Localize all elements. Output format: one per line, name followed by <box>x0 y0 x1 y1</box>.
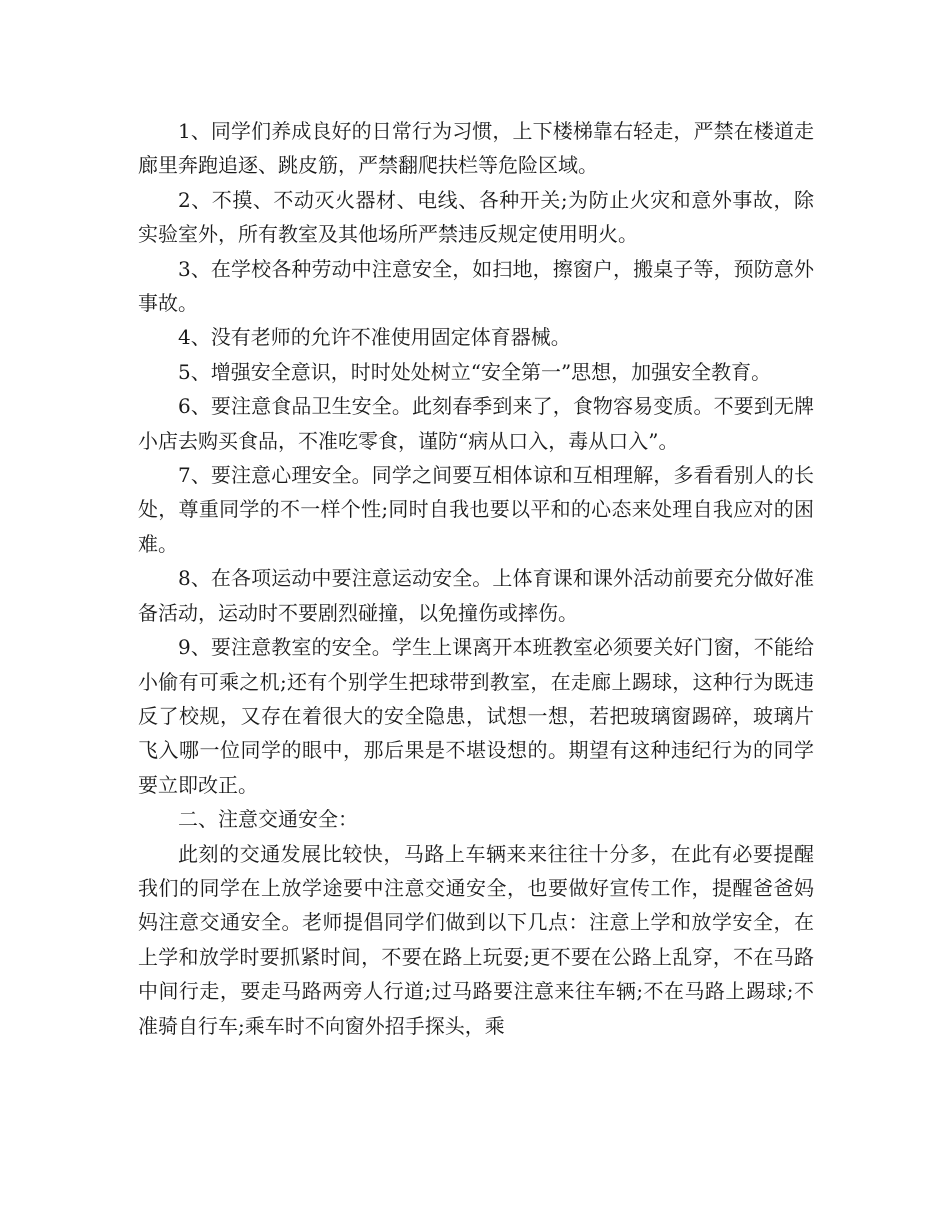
paragraph-traffic-safety: 此刻的交通发展比较快，马路上车辆来来往往十分多，在此有必要提醒我们的同学在上放学途要中注意交通安全，也要做好宣传工作，提醒爸爸妈妈注意交通安全。老师提倡同学们做到以下几点：注意上学和放学安全，在上学和放学时要抓紧时间，不要在路上玩耍;更不要在公路上乱穿，不在马路中间行走，要走马路两旁人行道;过马路要注意来往车辆;不在马路上踢球;不准骑自行车;乘车时不向窗外招手探头，乘 <box>138 841 814 1038</box>
document-body <box>138 114 814 1043</box>
paragraph-rule-1: 1、同学们养成良好的日常行为习惯，上下楼梯靠右轻走，严禁在楼道走廊里奔跑追逐、跳皮筋，严禁翻爬扶栏等危险区域。 <box>138 119 814 178</box>
paragraph-rule-7: 7、要注意心理安全。同学之间要互相体谅和互相理解，多看看别人的长处，尊重同学的不一样个性;同时自我也要以平和的心态来处理自我应对的困难。 <box>138 463 814 556</box>
paragraph-rule-4: 4、没有老师的允许不准使用固定体育器械。 <box>178 325 571 350</box>
paragraph-rule-3: 3、在学校各种劳动中注意安全，如扫地，擦窗户，搬桌子等，预防意外事故。 <box>138 256 814 316</box>
paragraph-rule-9: 9、要注意教室的安全。学生上课离开本班教室必须要关好门窗，不能给小偷有可乘之机;还有个别学生把球带到教室，在走廊上踢球，这种行为既违反了校规，又存在着很大的安全隐患，试想一想，若把玻璃窗踢碎，玻璃片飞入哪一位同学的眼中，那后果是不堪设想的。期望有这种违纪行为的同学要立即改正。 <box>138 635 814 797</box>
paragraph-rule-8: 8、在各项运动中要注意运动安全。上体育课和课外活动前要充分做好准备活动，运动时不要剧烈碰撞，以免撞伤或摔伤。 <box>138 566 814 625</box>
paragraph-rule-2: 2、不摸、不动灭火器材、电线、各种开关;为防止火灾和意外事故，除实验室外，所有教室及其他场所严禁违反规定使用明火。 <box>138 187 814 247</box>
paragraph-rule-6: 6、要注意食品卫生安全。此刻春季到来了，食物容易变质。不要到无牌小店去购买食品，不准吃零食，谨防“病从口入，毒从口入”。 <box>138 394 814 453</box>
section-heading-traffic-safety: 二、注意交通安全： <box>178 807 358 832</box>
paragraph-rule-5: 5、增强安全意识，时时处处树立“安全第一”思想，加强安全教育。 <box>178 359 772 384</box>
